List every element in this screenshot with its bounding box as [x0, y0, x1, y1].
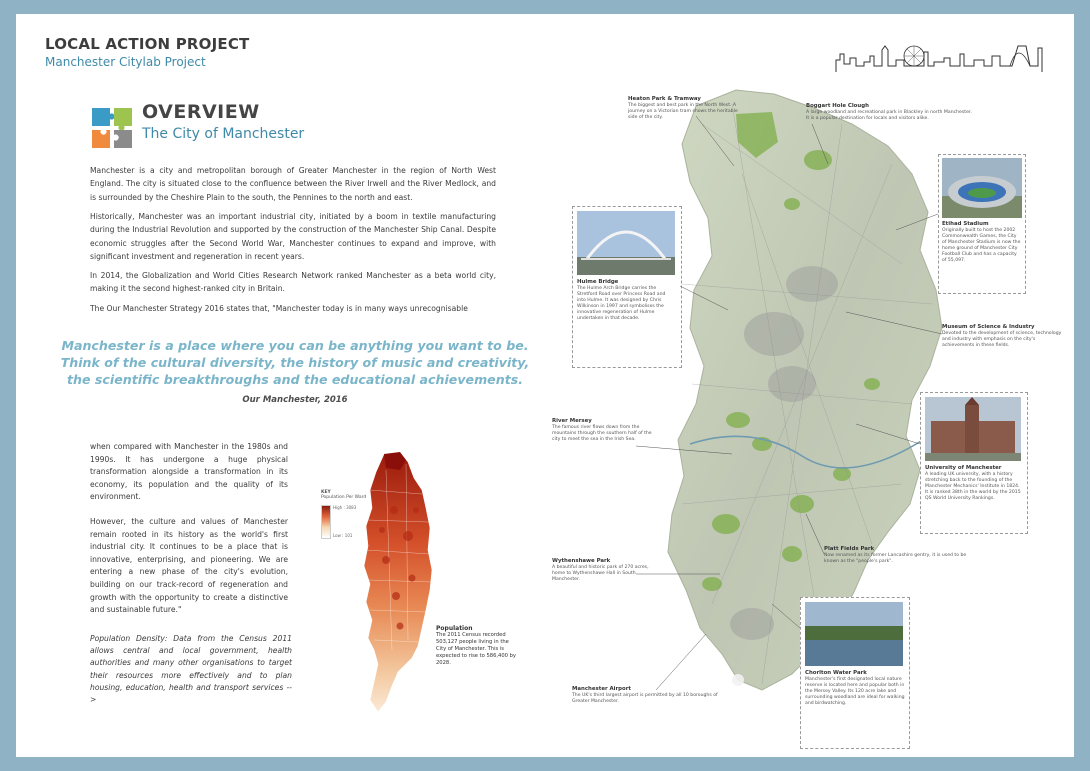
annotation-chorlton-water-park: Chorlton Water Park Manchester's first designated local nature reserve is located here and popular both in the Mersey Valley. Its 120 acre lake and surrounding woodland are ideal for walking and birdwatching. [805, 670, 905, 706]
annotation-hulme-bridge: Hulme Bridge The Hulme Arch Bridge carries the Stretford Road over Princess Road and into Hulme. It was designed by Chris Wilkinson in 1997 and symbolises the innovative regeneration of Hulme undertaken in that decade. [577, 279, 666, 321]
project-subtitle: Manchester Citylab Project [45, 55, 206, 69]
continued-paragraph: when compared with Manchester in the 1980s and 1990s. It has undergone a huge physical transformation alongside a transformation in its economy, its population and the quality of its environment. [90, 442, 288, 502]
population-caption-title: Population [436, 625, 473, 632]
annotation-wythenshawe-park: Wythenshawe Park A beautiful and historic park of 270 acres, home to Wythenshawe Hall in South Manchester. [552, 558, 649, 582]
quote-source: Our Manchester, 2016 [242, 395, 348, 405]
intro-paragraph: Manchester is a city and metropolitan borough of Greater Manchester in the region of North West England. The city is situated close to the confluence between the River Irwell and the River Medlock, and is surrounded by the Cheshire Plain to the south, the Pennines to the north and east. [90, 166, 496, 202]
annotation-boggart-hole-clough: Boggart Hole Clough A large woodland and recreational park in Blackley in north Manchester. It is a popular destination for locals and visitors alike. [806, 103, 972, 121]
annotation-river-mersey: River Mersey The famous river flows down from the mountains through the southern half of the city to meet the sea in the Irish Sea. [552, 418, 652, 442]
annotation-manchester-airport: Manchester Airport The UK's third largest airport is permitted by all 10 boroughs of Greater Manchester. [572, 686, 718, 704]
history-paragraph: Historically, Manchester was an important industrial city, initiated by a boom in textile manufacturing during the Industrial Revolution and supported by the construction of the Manchester Ship Canal. Despite economic struggles after the Second World War, Manchester continues to expand and improve, with significant investment and regeneration in recent years. [90, 212, 496, 262]
ranking-paragraph: In 2014, the Globalization and World Cities Research Network ranked Manchester as a beta world city, making it the second highest-ranked city in Britain. [90, 271, 496, 294]
key-high-label: High : 3083 [333, 505, 357, 510]
key-low-label: Low : 101 [333, 533, 353, 538]
key-subtitle: Population Per Ward [321, 495, 367, 500]
project-title: LOCAL ACTION PROJECT [45, 35, 250, 53]
poster-sheet [16, 14, 1074, 757]
annotation-platt-fields-park: Platt Fields Park Now renamed as its former Lancashire gentry, it is used to be known as the "people's park". [824, 546, 967, 564]
population-density-note: Population Density: Data from the Census 2011 allows central and local government, health authorities and many other organisations to target their resources more effectively and to plan housing, education, health and transport services --> [90, 634, 292, 705]
pull-quote: Manchester is a place where you can be anything you want to be. Think of the cultural diversity, the history of music and creativity, the scientific breakthroughs and the educational achievements. [60, 338, 530, 387]
annotation-university-of-manchester: University of Manchester A leading UK university, with a history stretching back to the founding of the Manchester Mechanics' Institute in 1824. It is ranked 38th in the world by the 2015 QS World University Rankings. [925, 465, 1021, 501]
population-caption-text: The 2011 Census recorded 503,127 people living in the City of Manchester. This is expected to rise to 586,400 by 2028. [436, 632, 516, 666]
annotation-museum-science-industry: Museum of Science & Industry Devoted to the development of science, technology and industry with emphasis on the city's achievements in these fields. [942, 324, 1062, 348]
overview-title: OVERVIEW [142, 101, 260, 123]
annotation-etihad-stadium: Etihad Stadium Originally built to host the 2002 Commonwealth Games, the City of Manchester Stadium is now the home ground of Manchester City Football Club and has a capacity of 55,097. [942, 221, 1021, 263]
annotation-heaton-park: Heaton Park & Tramway The biggest and best park in the North West. A journey on a Victorian tram shows the heritable side of the city. [628, 96, 738, 120]
overview-subtitle: The City of Manchester [142, 126, 305, 142]
culture-paragraph: However, the culture and values of Manchester remain rooted in its history as the world's first industrial city. It continues to be a place that is innovative, enterprising, and pioneering. We are entering a new phase of the city's evolution, building on our track-record of regeneration and growth with the opportunity to create a distinctive and sustainable future." [90, 517, 288, 615]
annotation-leader-lines [16, 14, 1074, 757]
key-title: KEY [321, 490, 331, 495]
strategy-paragraph: The Our Manchester Strategy 2016 states that, "Manchester today is in many ways unrecognisable [90, 304, 468, 313]
